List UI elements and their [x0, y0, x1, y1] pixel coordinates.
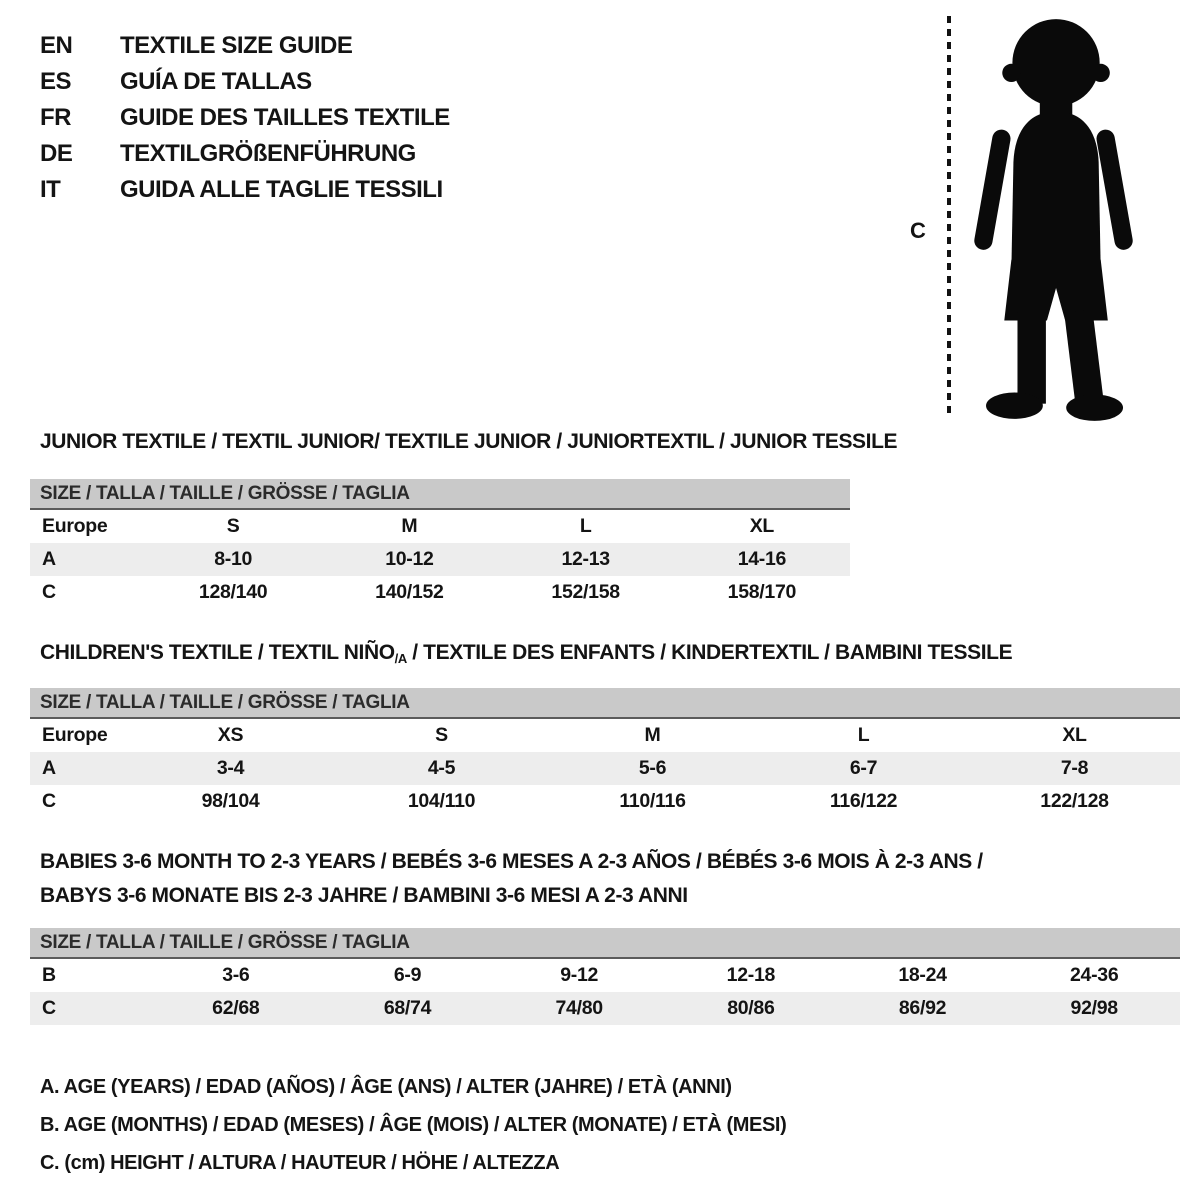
size-cell: M [401, 515, 418, 537]
legend-notes [40, 1068, 786, 1182]
row-label: C [42, 581, 56, 603]
age-cell: 3-4 [216, 757, 245, 779]
height-cell: 152/158 [551, 581, 620, 603]
height-measure-dashed-line [947, 16, 951, 418]
table-row [30, 959, 1180, 992]
size-header-bar: SIZE / TALLA / TAILLE / GRÖSSE / TAGLIA [30, 928, 1180, 959]
height-cell: 122/128 [1040, 790, 1109, 812]
language-code: DE [40, 140, 73, 167]
babies-size-table [30, 928, 1180, 1025]
size-cell: M [644, 724, 661, 746]
note-height-cm: C. (cm) HEIGHT / ALTURA / HAUTEUR / HÖHE / ALTEZZA [40, 1151, 560, 1174]
table-row [30, 719, 1180, 752]
row-label: C [42, 790, 56, 812]
height-cell: 74/80 [555, 997, 603, 1019]
size-cell: XL [749, 515, 775, 537]
note-age-months: B. AGE (MONTHS) / EDAD (MESES) / ÂGE (MOIS) / ALTER (MONATE) / ETÀ (MESI) [40, 1113, 787, 1136]
age-cell: 8-10 [214, 548, 253, 570]
babies-section-title-line2: BABYS 3-6 MONATE BIS 2-3 JAHRE / BAMBINI 3-6 MESI A 2-3 ANNI [40, 884, 688, 907]
table-row [30, 543, 850, 576]
table-row [30, 510, 850, 543]
age-cell: 9-12 [560, 964, 599, 986]
age-cell: 10-12 [385, 548, 434, 570]
row-label: A [42, 548, 56, 570]
language-row [40, 136, 450, 172]
size-cell: XL [1062, 724, 1087, 746]
language-row [40, 100, 450, 136]
language-list [40, 28, 450, 208]
age-cell: 6-7 [849, 757, 878, 779]
language-row [40, 28, 450, 64]
age-cell: 5-6 [638, 757, 667, 779]
size-cell: L [857, 724, 870, 746]
junior-size-table [30, 479, 850, 609]
age-cell: 4-5 [427, 757, 456, 779]
children-title-part1: CHILDREN'S TEXTILE / TEXTIL NIÑO [40, 641, 395, 664]
language-label: TEXTILE SIZE GUIDE [120, 32, 353, 59]
height-cell: 80/86 [727, 997, 775, 1019]
age-cell: 3-6 [222, 964, 250, 986]
age-cell: 7-8 [1060, 757, 1089, 779]
table-row [30, 785, 1180, 818]
children-title-part3: / TEXTILE DES ENFANTS / KINDERTEXTIL / BAMBINI TESSILE [406, 641, 1013, 664]
size-cell: S [226, 515, 240, 537]
row-label: Europe [42, 515, 108, 537]
measure-label-c: C [910, 218, 926, 243]
age-cell: 24-36 [1070, 964, 1119, 986]
size-header-bar: SIZE / TALLA / TAILLE / GRÖSSE / TAGLIA [30, 479, 850, 510]
height-cell: 116/122 [829, 790, 898, 812]
row-label: A [42, 757, 56, 779]
children-title-subscript: /A [394, 651, 407, 666]
height-measure-figure [900, 8, 1200, 438]
table-row [30, 752, 1180, 785]
row-label: B [42, 964, 56, 986]
height-cell: 62/68 [212, 997, 260, 1019]
height-cell: 110/116 [619, 790, 686, 812]
language-row [40, 64, 450, 100]
language-label: TEXTILGRÖßENFÜHRUNG [120, 140, 416, 167]
babies-section-title-line1: BABIES 3-6 MONTH TO 2-3 YEARS / BEBÉS 3-6 MESES A 2-3 AÑOS / BÉBÉS 3-6 MOIS À 2-3 ANS / [40, 850, 983, 873]
row-label: Europe [42, 724, 108, 746]
height-cell: 92/98 [1070, 997, 1118, 1019]
size-cell: L [579, 515, 592, 537]
height-cell: 68/74 [383, 997, 432, 1019]
age-cell: 14-16 [737, 548, 787, 570]
height-cell: 158/170 [727, 581, 797, 603]
size-cell: S [435, 724, 448, 746]
table-row [30, 576, 850, 609]
age-cell: 18-24 [898, 964, 947, 986]
height-cell: 128/140 [198, 581, 268, 603]
language-label: GUIDE DES TAILLES TEXTILE [120, 104, 450, 131]
size-cell: XS [217, 724, 244, 746]
language-label: GUIDA ALLE TAGLIE TESSILI [120, 176, 443, 203]
language-row [40, 172, 450, 208]
height-cell: 86/92 [898, 997, 947, 1019]
language-label: GUÍA DE TALLAS [120, 68, 312, 95]
table-row [30, 992, 1180, 1025]
junior-section-title: JUNIOR TEXTILE / TEXTIL JUNIOR/ TEXTILE JUNIOR / JUNIORTEXTIL / JUNIOR TESSILE [40, 430, 898, 453]
language-code: FR [40, 104, 71, 131]
language-code: ES [40, 68, 72, 95]
language-code: EN [40, 32, 73, 59]
row-label: C [42, 997, 56, 1019]
height-cell: 104/110 [407, 790, 476, 812]
height-cell: 98/104 [201, 790, 260, 812]
note-age-years: A. AGE (YEARS) / EDAD (AÑOS) / ÂGE (ANS) / ALTER (JAHRE) / ETÀ (ANNI) [40, 1075, 732, 1098]
height-cell: 140/152 [375, 581, 444, 603]
toddler-silhouette-icon [963, 12, 1143, 426]
age-cell: 12-18 [726, 964, 776, 986]
language-code: IT [40, 176, 61, 203]
children-size-table [30, 688, 1180, 818]
children-section-title [40, 641, 1012, 666]
age-cell: 6-9 [393, 964, 422, 986]
age-cell: 12-13 [561, 548, 610, 570]
size-header-bar: SIZE / TALLA / TAILLE / GRÖSSE / TAGLIA [30, 688, 1180, 719]
